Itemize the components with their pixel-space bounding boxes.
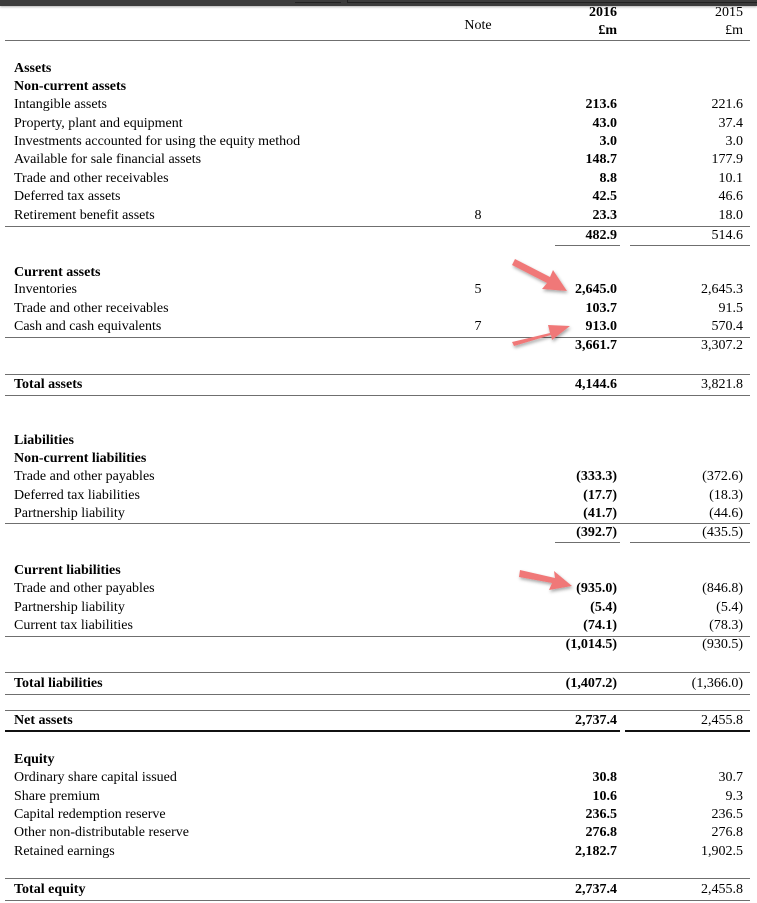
value-2015: 3.0 <box>725 134 743 149</box>
value-2016: 103.7 <box>585 301 617 316</box>
row-label: Trade and other payables <box>14 581 155 596</box>
row-label: Current tax liabilities <box>14 618 133 633</box>
value-2016: (1,014.5) <box>565 637 617 652</box>
value-2016: 276.8 <box>585 825 617 840</box>
subtotal-rule <box>555 245 620 246</box>
net-assets-rule <box>5 730 620 732</box>
row-label: Investments accounted for using the equity method <box>14 134 301 149</box>
value-2016: 2,645.0 <box>575 282 617 297</box>
value-2015: 2,455.8 <box>701 713 743 728</box>
row-label: Current assets <box>14 265 101 280</box>
year-2016-header: 2016 <box>589 5 617 20</box>
row-label: Ordinary share capital issued <box>14 770 177 785</box>
value-2015: 3,307.2 <box>701 338 743 353</box>
note-ref: 5 <box>474 282 482 297</box>
row-label: Cash and cash equivalents <box>14 319 162 334</box>
value-2015: 236.5 <box>711 807 743 822</box>
value-2015: (78.3) <box>709 618 743 633</box>
value-2016: 913.0 <box>585 319 617 334</box>
row-label: Liabilities <box>14 433 74 448</box>
value-2016: 236.5 <box>585 807 617 822</box>
row-label: Non-current assets <box>14 79 127 94</box>
value-2015: (372.6) <box>702 469 743 484</box>
value-2016: (5.4) <box>590 600 617 615</box>
row-label: Intangible assets <box>14 97 107 112</box>
value-2016: 43.0 <box>592 116 617 131</box>
row-label: Total assets <box>14 377 83 392</box>
value-2015: 276.8 <box>711 825 743 840</box>
value-2016: 3.0 <box>599 134 617 149</box>
row-label: Deferred tax liabilities <box>14 488 140 503</box>
divider <box>5 672 750 673</box>
row-label: Total liabilities <box>14 676 103 691</box>
row-label: Assets <box>14 61 52 76</box>
row-label: Partnership liability <box>14 600 125 615</box>
divider <box>5 694 750 695</box>
value-2016: 2,737.4 <box>575 713 617 728</box>
value-2016: 3,661.7 <box>575 338 617 353</box>
value-2015: (18.3) <box>709 488 743 503</box>
row-label: Capital redemption reserve <box>14 807 166 822</box>
value-2016: 4,144.6 <box>575 377 617 392</box>
value-2015: 37.4 <box>718 116 743 131</box>
divider <box>5 710 750 711</box>
value-2016: (74.1) <box>583 618 617 633</box>
value-2015: 570.4 <box>711 319 743 334</box>
divider <box>5 523 750 524</box>
divider <box>5 40 750 41</box>
value-2016: (41.7) <box>583 506 617 521</box>
value-2016: 482.9 <box>585 228 617 243</box>
value-2015: 3,821.8 <box>701 377 743 392</box>
divider <box>5 337 750 338</box>
value-2015: 221.6 <box>711 97 743 112</box>
row-label: Trade and other receivables <box>14 171 169 186</box>
value-2016: 10.6 <box>592 789 617 804</box>
row-label: Inventories <box>14 282 77 297</box>
value-2016: 213.6 <box>585 97 617 112</box>
divider <box>5 636 750 637</box>
value-2015: 2,455.8 <box>701 882 743 897</box>
value-2016: 2,737.4 <box>575 882 617 897</box>
value-2016: (1,407.2) <box>565 676 617 691</box>
value-2015: (1,366.0) <box>691 676 743 691</box>
value-2015: (846.8) <box>702 581 743 596</box>
value-2015: 1,902.5 <box>701 844 743 859</box>
divider <box>5 900 750 901</box>
value-2015: 10.1 <box>718 171 743 186</box>
value-2015: 91.5 <box>718 301 743 316</box>
row-label: Total equity <box>14 882 86 897</box>
unit-2015-header: £m <box>725 23 743 38</box>
note-column-header: Note <box>464 18 492 33</box>
value-2016: 148.7 <box>585 152 617 167</box>
row-label: Non-current liabilities <box>14 451 147 466</box>
unit-2016-header: £m <box>598 23 617 38</box>
subtotal-rule <box>555 542 620 543</box>
value-2016: (17.7) <box>583 488 617 503</box>
divider <box>5 878 750 879</box>
row-label: Share premium <box>14 789 100 804</box>
net-assets-rule <box>625 730 750 732</box>
value-2015: 2,645.3 <box>701 282 743 297</box>
subtotal-rule <box>630 542 750 543</box>
value-2016: (935.0) <box>576 581 617 596</box>
value-2016: (392.7) <box>576 525 617 540</box>
row-label: Available for sale financial assets <box>14 152 202 167</box>
divider <box>5 226 750 227</box>
value-2016: (333.3) <box>576 469 617 484</box>
value-2016: 42.5 <box>592 189 617 204</box>
row-label: Retirement benefit assets <box>14 208 155 223</box>
value-2015: 30.7 <box>718 770 743 785</box>
value-2015: (5.4) <box>716 600 743 615</box>
value-2015: 18.0 <box>718 208 743 223</box>
row-label: Current liabilities <box>14 563 121 578</box>
row-label: Trade and other payables <box>14 469 155 484</box>
value-2015: (44.6) <box>709 506 743 521</box>
row-label: Retained earnings <box>14 844 115 859</box>
row-label: Other non-distributable reserve <box>14 825 189 840</box>
note-ref: 7 <box>474 319 482 334</box>
value-2016: 30.8 <box>592 770 617 785</box>
value-2016: 2,182.7 <box>575 844 617 859</box>
value-2015: (435.5) <box>702 525 743 540</box>
subtotal-rule <box>630 245 750 246</box>
row-label: Equity <box>14 752 55 767</box>
row-label: Deferred tax assets <box>14 189 121 204</box>
value-2015: 514.6 <box>711 228 743 243</box>
note-ref: 8 <box>474 208 482 223</box>
row-label: Trade and other receivables <box>14 301 169 316</box>
value-2016: 23.3 <box>592 208 617 223</box>
row-label: Property, plant and equipment <box>14 116 183 131</box>
divider <box>5 395 750 396</box>
value-2015: 46.6 <box>718 189 743 204</box>
value-2015: 177.9 <box>711 152 743 167</box>
row-label: Net assets <box>14 713 73 728</box>
value-2016: 8.8 <box>599 171 617 186</box>
tab[interactable] <box>295 0 341 3</box>
row-label: Partnership liability <box>14 506 125 521</box>
divider <box>5 374 750 375</box>
value-2015: 9.3 <box>725 789 743 804</box>
value-2015: (930.5) <box>702 637 743 652</box>
year-2015-header: 2015 <box>715 5 743 20</box>
tab[interactable] <box>347 0 757 3</box>
